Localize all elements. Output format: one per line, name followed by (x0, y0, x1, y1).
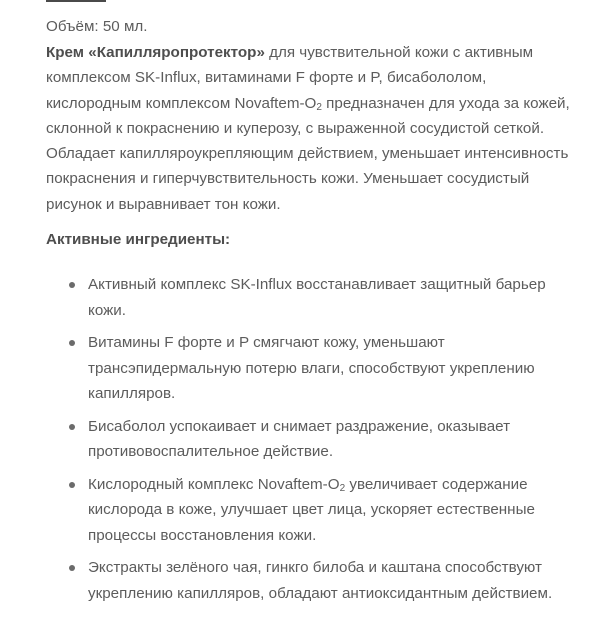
list-item (46, 330, 582, 407)
ingredient-text-part-b: увеличивает содержание кислорода в коже, улучшает цвет лица, ускоряет естественные процессы восстановления кожи. (88, 475, 535, 544)
bullet-icon (69, 340, 75, 346)
bullet-icon (69, 482, 75, 488)
description-text-part1: для чувствительной кожи с активным комплексом SK-Influx, витаминами F форте и P, бисабололом, кислородным комплексом Novaftem-O (46, 44, 534, 112)
ingredient-text (88, 476, 535, 544)
description-text-part2: предназначен для ухода за кожей, склонной к покраснению и куперозу, с выраженной сосудистой сеткой. Обладает капилляроукрепляющим действием, уменьшает интенсивность покраснения и гиперчувствительность кожи. Уменьшает сосудистый рисунок и выравнивает тон кожи. (46, 94, 570, 213)
description-subscript: 2 (316, 101, 322, 113)
ingredient-text: Активный комплекс SK-Influx восстанавливает защитный барьер кожи. (88, 276, 546, 319)
ingredient-text: Бисаболол успокаивает и снимает раздражение, оказывает противовоспалительное действие. (88, 417, 511, 460)
ingredient-subscript: 2 (339, 482, 346, 494)
list-item (46, 272, 582, 323)
volume-text: Объём: 50 мл. (46, 18, 148, 35)
product-name: Крем «Капилляропротектор» (46, 44, 265, 61)
bullet-icon (69, 282, 75, 288)
product-description (46, 40, 582, 217)
list-item (46, 555, 582, 606)
ingredient-text: Витамины F форте и P смягчают кожу, уменьшают трансэпидермальную потерю влаги, способствуют укреплению капилляров. (88, 334, 535, 402)
list-item (46, 414, 582, 465)
ingredient-text-part-a: Кислородный комплекс Novaftem-O (88, 475, 340, 493)
top-divider (46, 0, 106, 2)
bullet-icon (69, 424, 75, 430)
ingredients-list (46, 272, 582, 613)
bullet-icon (69, 565, 75, 571)
list-item (46, 472, 582, 549)
ingredients-title: Активные ингредиенты: (46, 231, 231, 248)
product-description-section (46, 14, 582, 602)
ingredient-text: Экстракты зелёного чая, гинкго билоба и каштана способствуют укреплению капилляров, обладают антиоксидантным действием. (88, 559, 553, 602)
